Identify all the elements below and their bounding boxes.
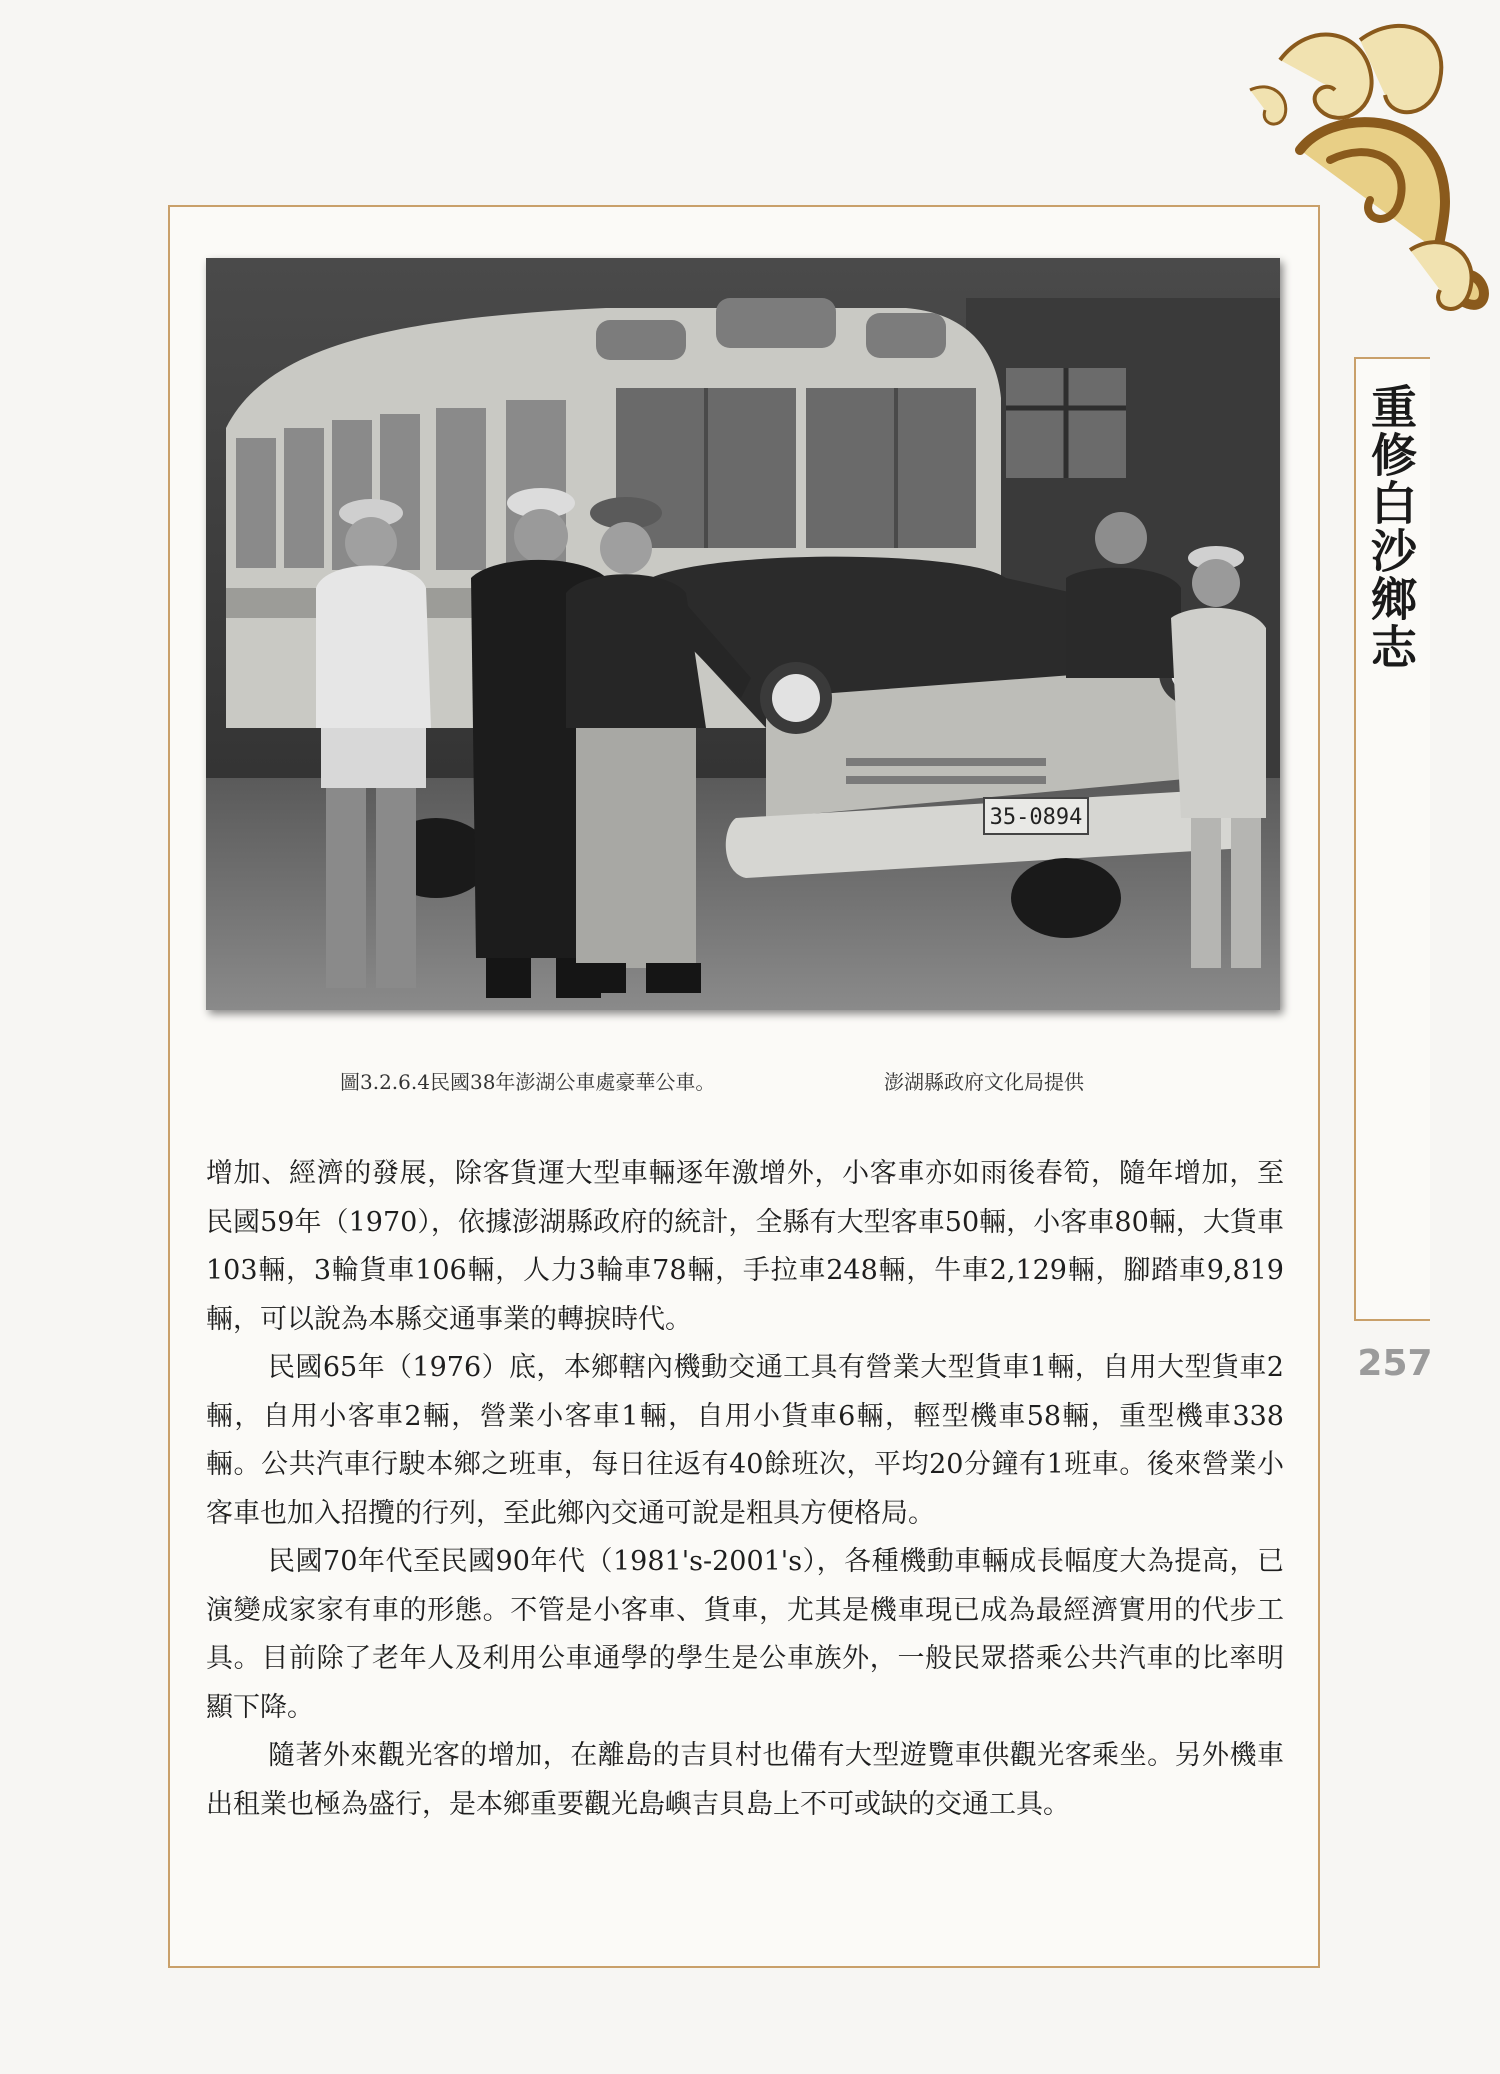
bus-photo: [206, 258, 1280, 1010]
paragraph-2: 民國65年（1976）底，本鄉轄內機動交通工具有營業大型貨車1輛，自用大型貨車2輛，自用小客車2輛，營業小客車1輛，自用小貨車6輛，輕型機車58輛，重型機車338輛。公共汽車行駛本鄉之班車，每日往返有40餘班次，平均20分鐘有1班車。後來營業小客車也加入招攬的行列，至此鄉內交通可說是粗具方便格局。: [206, 1352, 1284, 1529]
figure-credit: 澎湖縣政府文化局提供: [884, 1070, 1084, 1094]
bus-photo-image: [206, 258, 1280, 1010]
running-head: 重修白沙鄉志: [1364, 383, 1418, 671]
license-plate-text: 35-0894: [989, 805, 1083, 830]
running-head-tab: [1354, 357, 1430, 1321]
figure-caption: 圖3.2.6.4民國38年澎湖公車處豪華公車。: [340, 1070, 716, 1094]
page-number: 257: [1357, 1343, 1433, 1384]
paragraph-1: 增加、經濟的發展，除客貨運大型車輛逐年激增外，小客車亦如雨後春筍，隨年增加，至民國59年（1970），依據澎湖縣政府的統計，全縣有大型客車50輛，小客車80輛，大貨車103輛，3輪貨車106輛，人力3輪車78輛，手拉車248輛，牛車2,129輛，腳踏車9,819輛，可以說為本縣交通事業的轉捩時代。: [206, 1158, 1284, 1335]
paragraph-4: 隨著外來觀光客的增加，在離島的吉貝村也備有大型遊覽車供觀光客乘坐。另外機車出租業也極為盛行，是本鄉重要觀光島嶼吉貝島上不可或缺的交通工具。: [206, 1740, 1284, 1820]
body-text: [206, 1150, 1284, 1829]
paragraph-3: 民國70年代至民國90年代（1981's-2001's），各種機動車輛成長幅度大為提高，已演變成家家有車的形態。不管是小客車、貨車，尤其是機車現已成為最經濟實用的代步工具。目前除了老年人及利用公車通學的學生是公車族外，一般民眾搭乘公共汽車的比率明顯下降。: [206, 1546, 1284, 1723]
